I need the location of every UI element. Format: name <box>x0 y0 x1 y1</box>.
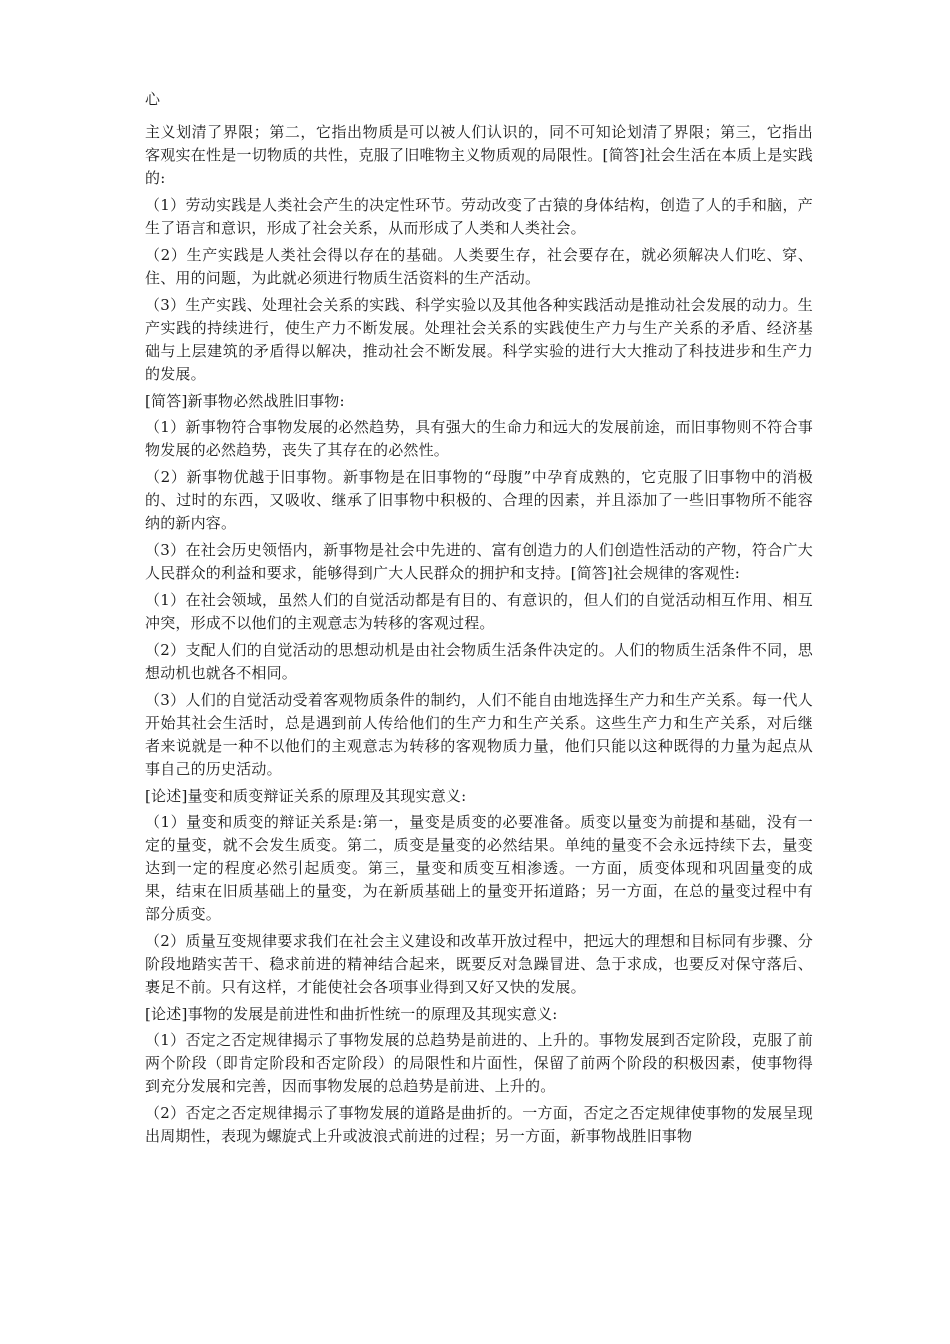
paragraph: （1）在社会领域，虽然人们的自觉活动都是有目的、有意识的，但人们的自觉活动相互作用、相互冲突，形成不以他们的主观意志为转移的客观过程。 <box>145 591 813 632</box>
paragraph: （2）否定之否定规律揭示了事物发展的道路是曲折的。一方面，否定之否定规律使事物的发展呈现出周期性，表现为螺旋式上升或波浪式前进的过程；另一方面，新事物战胜旧事物 <box>145 1104 813 1145</box>
paragraph: （2）质量互变规律要求我们在社会主义建设和改革开放过程中，把远大的理想和目标同有步骤、分阶段地踏实苦干、稳求前进的精神结合起来，既要反对急躁冒进、急于求成，也要反对保守落后、裹足不前。只有这样，才能使社会各项事业得到又好又快的发展。 <box>145 932 813 996</box>
paragraph: （1）量变和质变的辩证关系是:第一，量变是质变的必要准备。质变以量变为前提和基础，没有一定的量变，就不会发生质变。第二，质变是量变的必然结果。单纯的量变不会永远持续下去，量变达到一定的程度必然引起质变。第三，量变和质变互相渗透。一方面，质变体现和巩固量变的成果，结束在旧质基础上的量变，为在新质基础上的量变开拓道路；另一方面，在总的量变过程中有部分质变。 <box>145 813 813 923</box>
paragraph: （1）劳动实践是人类社会产生的决定性环节。劳动改变了古猿的身体结构，创造了人的手和脑，产生了语言和意识，形成了社会关系，从而形成了人类和人类社会。 <box>145 196 813 237</box>
paragraph: （3）在社会历史领悟内，新事物是社会中先进的、富有创造力的人们创造性活动的产物，符合广大人民群众的利益和要求，能够得到广大人民群众的拥护和支持。[简答]社会规律的客观性: <box>145 541 813 582</box>
paragraph: （3）生产实践、处理社会关系的实践、科学实验以及其他各种实践活动是推动社会发展的动力。生产实践的持续进行，使生产力不断发展。处理社会关系的实践使生产力与生产关系的矛盾、经济基础与上层建筑的矛盾得以解决，推动社会不断发展。科学实验的进行大大推动了科技进步和生产力的发展。 <box>145 296 813 383</box>
section-heading: [论述]事物的发展是前进性和曲折性统一的原理及其现实意义: <box>145 1005 558 1023</box>
section-heading: [简答]新事物必然战胜旧事物: <box>145 392 345 410</box>
document-page <box>145 88 813 1152</box>
paragraph-fragment: 心 <box>145 90 161 108</box>
paragraph: （2）新事物优越于旧事物。新事物是在旧事物的“母腹”中孕育成熟的，它克服了旧事物中的消极的、过时的东西，又吸收、继承了旧事物中积极的、合理的因素，并且添加了一些旧事物所不能容纳的新内容。 <box>145 468 813 532</box>
section-heading: [论述]量变和质变辩证关系的原理及其现实意义: <box>145 787 467 805</box>
paragraph: （1）否定之否定规律揭示了事物发展的总趋势是前进的、上升的。事物发展到否定阶段，克服了前两个阶段（即肯定阶段和否定阶段）的局限性和片面性，保留了前两个阶段的积极因素，使事物得到充分发展和完善，因而事物发展的总趋势是前进、上升的。 <box>145 1031 813 1095</box>
paragraph: （3）人们的自觉活动受着客观物质条件的制约，人们不能自由地选择生产力和生产关系。每一代人开始其社会生活时，总是遇到前人传给他们的生产力和生产关系。这些生产力和生产关系，对后继者来说就是一种不以他们的主观意志为转移的客观物质力量，他们只能以这种既得的力量为起点从事自己的历史活动。 <box>145 691 813 778</box>
paragraph: （2）生产实践是人类社会得以存在的基础。人类要生存，社会要存在，就必须解决人们吃、穿、住、用的问题，为此就必须进行物质生活资料的生产活动。 <box>145 246 813 287</box>
paragraph: （2）支配人们的自觉活动的思想动机是由社会物质生活条件决定的。人们的物质生活条件不同，思想动机也就各不相同。 <box>145 641 813 682</box>
paragraph: （1）新事物符合事物发展的必然趋势，具有强大的生命力和远大的发展前途，而旧事物则不符合事物发展的必然趋势，丧失了其存在的必然性。 <box>145 418 813 459</box>
paragraph: 主义划清了界限；第二，它指出物质是可以被人们认识的，同不可知论划清了界限；第三，它指出客观实在性是一切物质的共性，克服了旧唯物主义物质观的局限性。[简答]社会生活在本质上是实践的: <box>145 123 813 187</box>
